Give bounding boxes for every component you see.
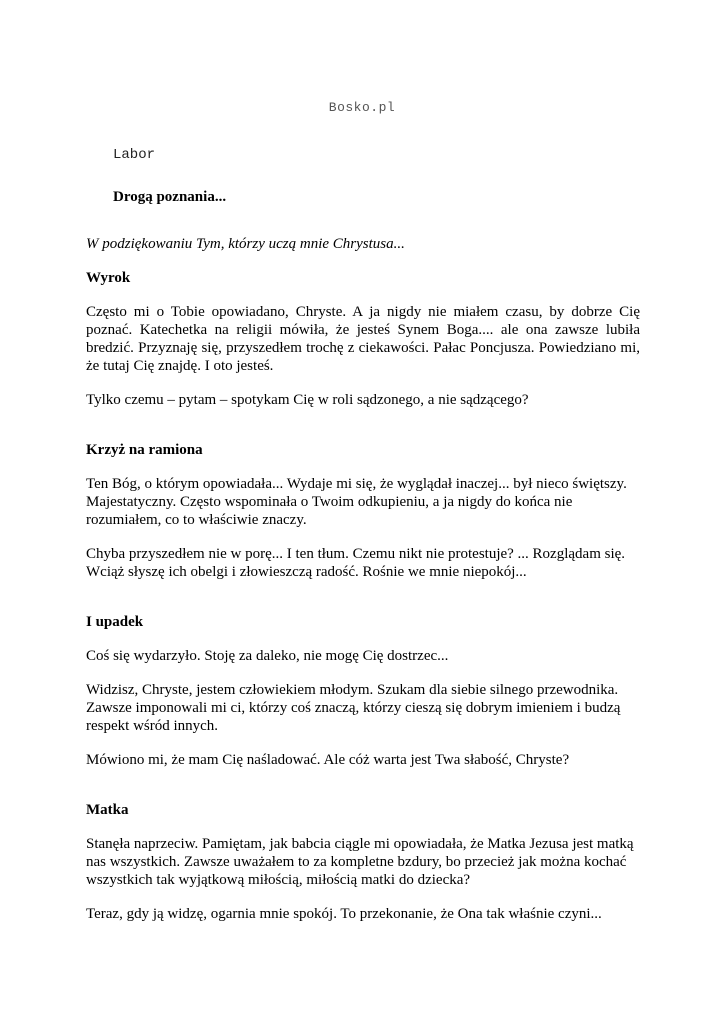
paragraph: Często mi o Tobie opowiadano, Chryste. A ja nigdy nie miałem czasu, by dobrze Cię poznać. Katechetka na religii mówiła, że jesteś Synem Boga.... ale ona zawsze lubiła bredzić. Przyznaję się, przyszedłem trochę z ciekawości. Pałac Poncjusza. Powiedziano mi, że tutaj Cię znajdę. I oto jesteś.	[86, 304, 640, 374]
section-heading-krzyz: Krzyż na ramiona	[86, 442, 203, 458]
document-body	[86, 235, 640, 939]
section-gap	[86, 785, 640, 801]
paragraph: Coś się wydarzyło. Stoję za daleko, nie mogę Cię dostrzec...	[86, 648, 449, 664]
paragraph: Widzisz, Chryste, jestem człowiekiem młodym. Szukam dla siebie silnego przewodnika. Zawsze imponowali mi ci, którzy coś znaczą, którzy cieszą się dobrym imieniem i budzą respekt wśród innych.	[86, 682, 621, 734]
paragraph: Tylko czemu – pytam – spotykam Cię w roli sądzonego, a nie sądzącego?	[86, 392, 529, 408]
paragraph: Mówiono mi, że mam Cię naśladować. Ale cóż warta jest Twa słabość, Chryste?	[86, 752, 570, 768]
section-heading-wyrok: Wyrok	[86, 270, 131, 286]
section-gap	[86, 597, 640, 613]
dedication: W podziękowaniu Tym, którzy uczą mnie Chrystusa...	[86, 236, 405, 252]
document-title: Drogą poznania...	[113, 189, 227, 205]
section-heading-upadek: I upadek	[86, 614, 144, 630]
paragraph: Stanęła naprzeciw. Pamiętam, jak babcia ciągle mi opowiadała, że Matka Jezusa jest matką nas wszystkich. Zawsze uważałem to za kompletne bzdury, bo przecież jak można kochać wszystkich tak wyjątkową miłością, miłością matki do dziecka?	[86, 836, 634, 888]
section-heading-matka: Matka	[86, 802, 129, 818]
section-gap	[86, 425, 640, 441]
paragraph: Teraz, gdy ją widzę, ogarnia mnie spokój. To przekonanie, że Ona tak właśnie czyni...	[86, 906, 602, 922]
paragraph: Ten Bóg, o którym opowiadała... Wydaje mi się, że wyglądał inaczej... był nieco świętszy. Majestatyczny. Często wspominała o Twoim odkupieniu, a ja nigdy do końca nie rozumiałem, co to właściwie znaczy.	[86, 476, 627, 528]
paragraph: Chyba przyszedłem nie w porę... I ten tłum. Czemu nikt nie protestuje? ... Rozglądam się. Wciąż słyszę ich obelgi i złowieszczą radość. Rośnie we mnie niepokój...	[86, 546, 626, 580]
author-name: Labor	[113, 147, 156, 163]
site-name: Bosko.pl	[328, 100, 396, 115]
